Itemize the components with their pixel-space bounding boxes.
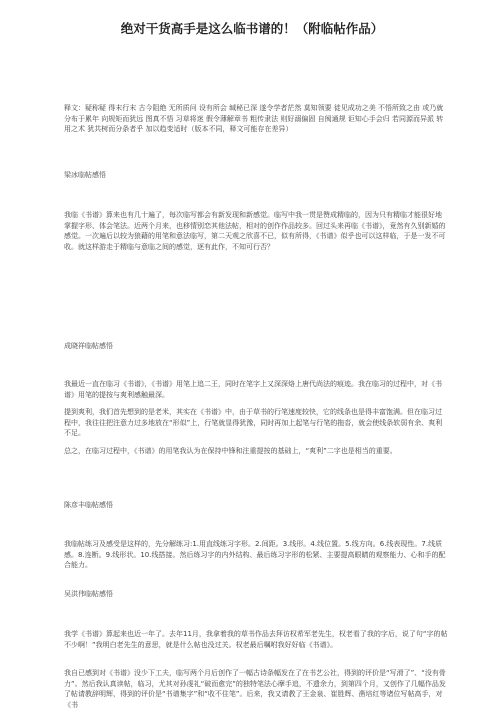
- section-paragraph: 我学《书谱》算起来也近一年了。去年11月，我拿着我的草书作品去拜访权希军老先生，权老看了我的字后，说了句“字的帖不少啊！”我明白老先生的意思，就是什么帖也没过关。权老最后嘱咐我好好临《书谱》。: [64, 630, 448, 649]
- intro-paragraph: 释文：疑称疑 得末行末 古今阻绝 无所质问 设有所会 缄秘已深 遂令学者茫然 莫知领要 徒见成功之美 不悟所致之由 或乃就分布于累年 向规矩而犹远 图真不悟 习草将迷 假令薄解章书 粗传隶法 则好溺偏固 自阂通规 讵知心手会归 若同源而异派 转用之术 犹共树而分条者乎 加以趋变适时（版本不同，释文可能存在差异）: [64, 104, 444, 133]
- section-paragraph: 我最近一直在临习《书谱》，《书谱》用笔上追二王，同时在笔字上又深深烙上唐代尚法的痕迹。我在临习的过程中，对《书谱》用笔的提按与爽利感触最深。: [64, 380, 442, 399]
- section-paragraph: 我临帖练习及感受是这样的，先分解练习:1.用直线练习字形。2.间距。3.线形。4.线位置。5.线方向。6.线表现性。7.线质感。8.连断。9.线形状。10.线搭接。然后练习字的内外结构、最后练习字形的松紧、主要提高眼睛的观察能力、心和手的配合能力。: [64, 540, 446, 569]
- section-paragraph: 我临《书谱》算来也有几十遍了，每次临写都会有新发现和新感觉。临写中我一贯是赞成精临的，因为只有精临才能很好地掌握字形、体会笔法。近两个月来，也移情别恋其他法帖，相对的创作作品较多。回过头来再临《书谱》，竟然有久别新婚的感觉。一次遍后以较为狼藉的用笔和意法临写，第二天观之欣喜不已，似有所得，《书谱》似乎也可以这样临，于是一发不可收。就这样游走于精临与意临之间的感觉，逐有此作，不知可行否？: [64, 211, 446, 251]
- section-paragraph: 我自已感到对《书谱》没少下工夫，临写两个月后创作了一幅古诗条幅发在了在书艺公社，得到的评价是“写滑了”、“没有骨力”。然后我认真读帖，临习，尤其对孙虔礼“破而愈完”的独特笔法心摩手追，不遗余力，到第四个月，又创作了几幅作品发了帖请教辞明辉，得到的评价是“书谱集字”和“收不住笔”。后来，我又请教了王金泉、崔胜辉、凿培红等诸位写帖高手，对《书: [64, 669, 446, 709]
- section-paragraph: 总之，在临习过程中，《书谱》的用笔我认为在保持中锋和注重提按的基础上，“爽利”二字也是相当的重要。: [64, 447, 397, 455]
- section-paragraph: 提到爽利，我们首先想到的是老米，其实在《书谱》中，由于草书的行笔速度较快，它的线条也是得丰富饱满。但在临习过程中，我往往把注意力过多地放在“形似”上，行笔就显得犹豫，同时再加上起笔与行笔的拖沓，就会使线条软弱有余、爽利不足。: [64, 408, 443, 437]
- section-heading-wu-hongwei: 吴洪伟临帖感悟: [64, 590, 113, 598]
- document-title: 绝对干货高手是这么临书谱的！（附临帖作品）: [120, 21, 384, 36]
- section-heading-chen-yanfeng: 陈彦丰临帖感悟: [64, 501, 113, 509]
- section-heading-liang-bing: 梁冰临帖感悟: [64, 171, 106, 179]
- section-heading-cheng-xiaoxiang: 成晓祥临帖感悟: [64, 342, 113, 350]
